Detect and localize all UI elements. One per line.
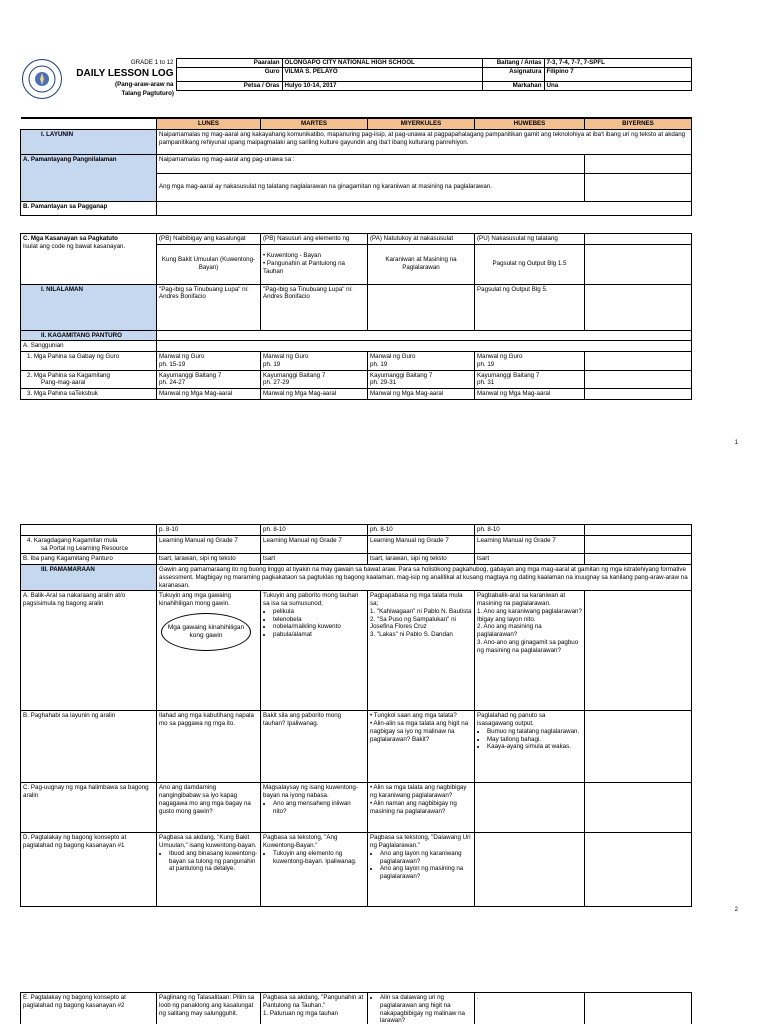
tue-list: • pelikula • telenobela • nobela/maikling kuwento • pabula/alamat xyxy=(263,608,365,639)
day-header-row xyxy=(21,118,692,129)
kasanayan-cell xyxy=(21,233,157,284)
pag-uugnay-label: C. Pag-uugnay ng mga halimbawa sa bagong aralin xyxy=(21,783,157,833)
day-tue: MARTES xyxy=(261,118,368,129)
date-label: Petsa / Oras xyxy=(176,81,282,90)
topic-tue xyxy=(261,244,368,284)
deped-seal xyxy=(20,59,64,99)
kagamitang-label: 2. Mga Pahina sa Kagamitang Pang-mag-aaral xyxy=(21,370,157,389)
teksbuk-mon: Manwal ng Mga Mag-aaral xyxy=(157,389,261,400)
pag-uugnay-wed: • Alin sa mga talata ang nagbibigay ng karaniwang paglalarawan? • Alin naman ang nagbibigay ng masining na paglalarawan? xyxy=(368,783,475,833)
page-ref-tue: ph. 8-10 xyxy=(261,525,368,536)
quarter-label: Markahan xyxy=(482,81,544,90)
quarter-value: Una xyxy=(544,81,691,90)
nilalaman-tue: "Pag-ibig sa Tinubuang Lupa" ni: Andres Bonifacio xyxy=(261,284,368,330)
kagamitang-tue: Kayumanggi Baitang 7 ph. 27-29 xyxy=(261,370,368,389)
balik-aral-label: A. Balik-Aral sa nakaraang aralin at/o pagsisimula ng bagong aralin xyxy=(21,591,157,711)
iba-pang-label: B. Iba pang Kagamitang Panturo xyxy=(21,554,157,565)
teacher-value: VILMA S. PELAYO xyxy=(282,68,482,81)
topic-wed: Karaniwan at Masining na Paglalarawan xyxy=(368,244,475,284)
day-mon: LUNES xyxy=(157,118,261,129)
code-tue: (PB) Nasusuri ang elemento ng xyxy=(261,233,368,244)
gabay-tue: Manwal ng Guro ph. 19 xyxy=(261,352,368,371)
karagdagan-label: 4. Karagdagang Kagamitan mula sa Portal ng Learning Resource xyxy=(21,535,157,554)
teacher-label: Guro xyxy=(176,68,282,81)
page-1 xyxy=(0,0,768,446)
pagtalakay-2-mon: Paglinang ng Talasalitaan: Piliin sa loob ng panaklong ang kasalungat ng salitang may salungguhit. xyxy=(157,993,261,1024)
lesson-table-p2 xyxy=(20,524,691,907)
day-fri: BIYERNES xyxy=(585,118,692,129)
gawain-ellipse: Mga gawaing kinahihiligan kong gawin xyxy=(161,613,251,651)
pagtalakay-2-wed: • Alin sa dalawang uri ng paglalarawan ang higit na nakapagbibigay ng malinaw na larawan? xyxy=(368,993,475,1024)
kagamitang-mon: Kayumanggi Baitang 7 ph. 24-27 xyxy=(157,370,261,389)
page-2 xyxy=(0,440,768,980)
paghahabi-tue: Bakit sila ang paborito mong tauhan? Ipaliwanag. xyxy=(261,711,368,783)
gabay-thu: Manwal ng Guro ph. 19 xyxy=(475,352,585,371)
page-number-2: 2 xyxy=(734,907,738,913)
pagtalakay-1-label: D. Pagtalakay ng bagong konsepto at paglalahad ng bagong kasanayan #1 xyxy=(21,833,157,907)
teksbuk-label: 3. Mga Pahina saTeksbuk xyxy=(21,389,157,400)
subject-label: Asignatura xyxy=(482,68,544,81)
iba-pang-thu: tsart xyxy=(475,554,585,565)
balik-aral-wed: Pagpapabasa ng mga talata mula sa; 1. "Kahiwagaan" ni Pablo N. Bautista 2. "Sa Puso ng Sampalukan" ni Josefina Flores Cruz 3. "Lakas" ni Pablo S. Dandan xyxy=(368,591,475,711)
page-number-1: 1 xyxy=(734,440,738,446)
gabay-label: 1. Mga Pahina sa Gabay ng Guro xyxy=(21,352,157,371)
iba-pang-wed: tsart, larawan, sipi ng teksto xyxy=(368,554,475,565)
iba-pang-mon: tsart, larawan, sipi ng teksto xyxy=(157,554,261,565)
level-value: 7-3, 7-4, 7-7, 7-SPFL xyxy=(544,59,691,68)
paghahabi-wed: • Tungkol saan ang mga talata? • Alin-alin sa mga talata ang higit na nagbigay sa iyo ng malinaw na paglalarawan? Bakit? xyxy=(368,711,475,783)
pagtalakay-2-label: E. Pagtalakay ng bagong konsepto at paglalahad ng bagong kasanayan #2 xyxy=(21,993,157,1024)
pamamaraan-heading: III. PAMAMARAAN xyxy=(21,565,157,591)
lesson-table-2 xyxy=(20,524,692,907)
page-ref-thu: ph. 8-10 xyxy=(475,525,585,536)
balik-aral-thu: Pagbabalik-aral sa karaniwan at masining na paglalarawan. 1. Ano ang karaniwang paglalarawan? Ibigay ang layon nito. 2. Ano ang masining na paglalarawan? 3. Ano-ano ang ginagamit sa pagbuo ng masining na paglalarawan? xyxy=(475,591,585,711)
kasanayan-sub: Isulat ang code ng bawat kasanayan. xyxy=(23,242,126,250)
karagdagan-wed: Learning Manual ng Grade 7 xyxy=(368,535,475,554)
kagamitang-wed: Kayumanggi Baitang 7 ph. 29-31 xyxy=(368,370,475,389)
karagdagan-mon: Learning Manual ng Grade 7 xyxy=(157,535,261,554)
doc-title: DAILY LESSON LOG xyxy=(76,67,174,79)
pagtalakay-1-tue: Pagbasa sa tekstong, "Ang Kuwentong-Bayan." • Tukuyin ang elemento ng kuwentong-bayan. Ipaliwanag. xyxy=(261,833,368,907)
topic-tue-1: • Kuwentong - Bayan xyxy=(263,252,321,260)
layunin-heading: I. LAYUNIN xyxy=(21,129,157,154)
paghahabi-label: B. Paghahabi sa layunin ng aralin xyxy=(21,711,157,783)
sanggunian-label: A. Sanggunian xyxy=(21,341,157,352)
doc-subtitle-2: Talang Pagtuturo) xyxy=(121,90,174,98)
day-thu: HUWEBES xyxy=(475,118,585,129)
pagtalakay-2-tue: Pagbasa sa akdang, "Pangunahin at Pantulong na Tauhan." 1. Paturuan ng mga tauhan xyxy=(261,993,368,1024)
level-label: Baitang / Antas xyxy=(482,59,544,68)
layunin-text: Naipamamalas ng mag-aaral ang kakayahang komunikatibo, mapanuring pag-iisip, at pag-unawa at pagpapahalagang pampanitikan gamit ang teknolohiya at iba't ibang uri ng teksto at akdang pampanitikang rehiyunal upang maipagmalaki ang sariling kulture gayundin ang iba't ibang kulturang panrehiyon. xyxy=(157,129,692,154)
code-thu: (PU) Nakasusulat ng talatang xyxy=(475,233,585,244)
kagamitang-thu: Kayumanggi Baitang 7 ph. 31 xyxy=(475,370,585,389)
pamamaraan-text: Gawin ang pamamaraang ito ng buong linggo at tiyakin na may gawain sa bawat araw. Para sa holistikong pagkahubog, gabayan ang mga mag-aaral at gamitan ng mga istratehiyang formative assessment. Magbigay ng maraming pagkakataon sa pagtuklas ng bagong kaalaman, mag-isip ng analitikal at kusang magtaya ng dating kaalaman na inuugnay sa kanilang pang-araw-araw na karanasan. xyxy=(157,565,692,591)
pag-uugnay-tue: Magsalaysay ng isang kuwentong-bayan na iyong nabasa. • Ano ang mensaheng iniiwan nito? xyxy=(261,783,368,833)
teksbuk-thu: Manwal ng Mga Mag-aaral xyxy=(475,389,585,400)
code-wed: (PA) Natutukoy at nakasusulat xyxy=(368,233,475,244)
topic-mon: Kung Bakit Umuulan (Kuwentong-Bayan) xyxy=(157,244,261,284)
teksbuk-wed: Manwal ng Mga Mag-aaral xyxy=(368,389,475,400)
pamantayan-label: A. Pamantayang Pangnilalaman xyxy=(21,154,157,201)
karagdagan-thu: Learning Manual ng Grade 7 xyxy=(475,535,585,554)
grade-range: GRADE 1 to 12 xyxy=(130,58,174,66)
date-value: Hulyo 10-14, 2017 xyxy=(282,81,482,90)
topic-thu: Pagsulat ng Output Blg 1.5 xyxy=(475,244,585,284)
iba-pang-tue: tsart xyxy=(261,554,368,565)
subject-value: Filipino 7 xyxy=(544,68,691,81)
page-ref-mon: p. 8-10 xyxy=(157,525,261,536)
lesson-table xyxy=(20,117,692,400)
pagtalakay-1-wed: Pagbasa sa tekstong, "Dalawang Uri ng Paglalarawan." • Ano ang layon ng karaniwang paglalarawan? • Ano ang layon ng masining na paglalarawan? xyxy=(368,833,475,907)
nilalaman-thu: Pagsulat ng Output Blg 5. xyxy=(475,284,585,330)
gabay-wed: Manwal ng Guro ph. 19 xyxy=(368,352,475,371)
teksbuk-tue: Manwal ng Mga Mag-aaral xyxy=(261,389,368,400)
lesson-table-p3 xyxy=(20,992,691,1024)
code-mon: (PB) Naibibigay ang kasalungat xyxy=(157,233,261,244)
doc-subtitle-1: (Pang-araw-araw na xyxy=(115,81,174,88)
school-label: Paaralan xyxy=(176,59,282,68)
kasanayan-label: C. Mga Kasanayan sa Pagkatuto xyxy=(23,234,118,242)
pamantayan-text-2: Ang mga mag-aaral ay nakasusulat ng talatang naglalarawan na ginagamitan ng karaniwan at masining na paglalarawan. xyxy=(157,173,585,201)
balik-aral-tue: Tukuyin ang paborito mong tauhan sa isa sa sumusunod; • pelikula • telenobela • nobela/maikling kuwento • pabula/alamat xyxy=(261,591,368,711)
header-block xyxy=(20,58,691,99)
balik-aral-mon: Tukuyin ang mga gawaing kinahihiligan mong gawin. Mga gawaing kinahihiligan kong gawin xyxy=(157,591,261,711)
paghahabi-mon: Ilahad ang mga kabutihang napala mo sa paggawa ng mga ito. xyxy=(157,711,261,783)
seal-icon xyxy=(22,59,62,99)
nilalaman-heading: I. NILALAMAN xyxy=(21,284,157,330)
kagamitan-heading: II. KAGAMITANG PANTURO xyxy=(21,330,157,341)
pamantayan-text-1: Naipamamalas ng mag-aaral ang pag-unawa sa : xyxy=(157,154,585,173)
school-value: OLONGAPO CITY NATIONAL HIGH SCHOOL xyxy=(282,59,482,68)
pagtalakay-1-mon: Pagbasa sa akdang, "Kung Bakit Umuulan," isang kuwentong-bayan. • Ibuod ang binasang kuwentong-bayan sa tulong ng pangunahin at pantulong na detalye. xyxy=(157,833,261,907)
pagtalakay-2-thu: . xyxy=(475,993,585,1024)
paghahabi-thu: Paglalahad ng panuto sa isasagawang output. • Bumuo ng talatang naglalarawan. • May tatlong bahagi. • Kaaya-ayang simula at wakas. xyxy=(475,711,585,783)
page-ref-wed: ph. 8-10 xyxy=(368,525,475,536)
gabay-mon: Manwal ng Guro ph. 15-19 xyxy=(157,352,261,371)
lesson-table-3 xyxy=(20,992,692,1024)
topic-tue-2: • Pangunahin at Pantulong na Tauhan xyxy=(263,260,345,275)
karagdagan-tue: Learning Manual ng Grade 7 xyxy=(261,535,368,554)
lesson-table-p1 xyxy=(20,117,691,400)
nilalaman-mon: "Pag-ibig sa Tinubuang Lupa" ni: Andres Bonifacio xyxy=(157,284,261,330)
day-wed: MIYERKULES xyxy=(368,118,475,129)
header-table xyxy=(20,58,692,99)
pagganap-label: B. Pamantayan sa Pagganap xyxy=(21,201,157,215)
page-3 xyxy=(0,980,768,1024)
pag-uugnay-mon: Ano ang damdaming nangingibabaw sa iyo kapag nagagawa mo ang mga bagay na gusto mong gawin? xyxy=(157,783,261,833)
